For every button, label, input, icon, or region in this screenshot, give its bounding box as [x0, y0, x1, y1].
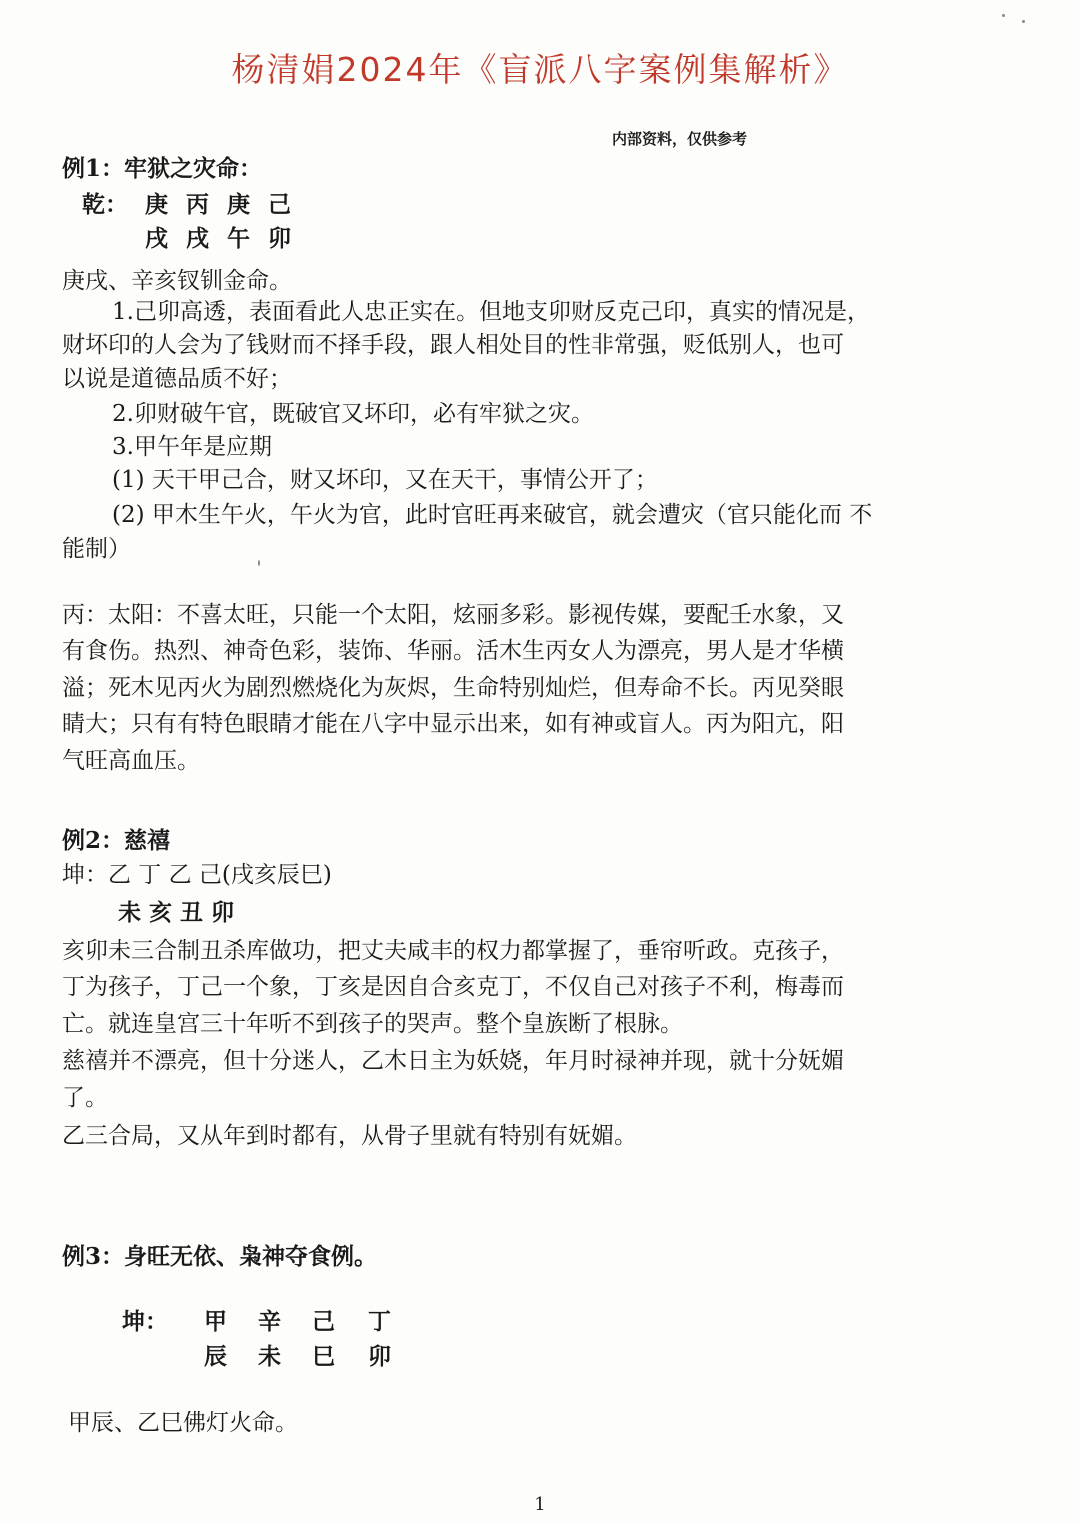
example1-point2: 2.卯财破午官，既破官又坏印，必有牢狱之灾。: [112, 401, 594, 427]
example1-branch-hour: 卯: [268, 225, 291, 252]
bing-line2: 有食伤。热烈、神奇色彩，装饰、华丽。活木生丙女人为漂亮，男人是才华横: [62, 638, 844, 664]
example3-stem-year: 甲: [204, 1308, 227, 1335]
example3-branch-day: 巳: [312, 1343, 335, 1370]
bing-line1: 丙：太阳：不喜太旺，只能一个太阳，炫丽多彩。影视传媒，要配壬水象，又: [62, 602, 844, 628]
example3-branch-month: 未: [258, 1343, 281, 1370]
bing-line3: 溢；死木见丙火为剧烈燃烧化为灰烬，生命特别灿烂，但寿命不长。丙见癸眼: [62, 675, 844, 701]
internal-note: 内部资料，仅供参考: [612, 130, 748, 148]
example2-chart-stems: 坤：乙 丁 乙 己(戌亥辰巳): [62, 862, 332, 888]
example1-branch-year: 戌: [145, 225, 168, 252]
example1-stem-year: 庚: [145, 191, 168, 218]
example1-intro: 庚戌、辛亥钗钏金命。: [62, 268, 292, 294]
example2-line2: 丁为孩子，丁己一个象，丁亥是因自合亥克丁，不仅自己对孩子不利，梅毒而: [62, 974, 844, 1000]
example1-gender: 乾：: [82, 191, 128, 218]
example3-stem-day: 己: [312, 1308, 335, 1335]
example3-branch-hour: 卯: [368, 1343, 391, 1370]
example2-line4: 慈禧并不漂亮，但十分迷人，乙木日主为妖娆，年月时禄神并现，就十分妩媚: [62, 1048, 844, 1074]
page-number: 1: [534, 1494, 546, 1515]
example1-stem-hour: 己: [268, 191, 291, 218]
example3-heading: 例3：身旺无依、枭神夺食例。: [62, 1243, 378, 1270]
example1-sub2-line2: 能制）: [62, 536, 131, 562]
example1-sub2-line1: (2) 甲木生午火，午火为官，此时官旺再来破官，就会遭灾（官只能化而 不: [112, 502, 873, 528]
scan-speck: [1022, 20, 1025, 23]
example2-line5: 了。: [62, 1085, 108, 1111]
example1-point1-line1: 1.己卯高透，表面看此人忠正实在。但地支卯财反克己印，真实的情况是，: [112, 299, 870, 325]
example1-branch-day: 午: [227, 225, 250, 252]
scan-speck: [1002, 14, 1005, 17]
example3-branch-year: 辰: [204, 1343, 227, 1370]
example2-line3: 亡。就连皇宫三十年听不到孩子的哭声。整个皇族断了根脉。: [62, 1011, 683, 1037]
example2-line1: 亥卯未三合制丑杀库做功，把丈夫咸丰的权力都掌握了，垂帘听政。克孩子，: [62, 938, 844, 964]
example1-heading: 例1：牢狱之灾命：: [62, 155, 263, 182]
example3-stem-month: 辛: [258, 1308, 281, 1335]
example1-branch-month: 戌: [186, 225, 209, 252]
example3-stem-hour: 丁: [368, 1308, 391, 1335]
example2-heading: 例2：慈禧: [62, 827, 171, 854]
example1-stem-day: 庚: [227, 191, 250, 218]
example1-point1-line3: 以说是道德品质不好；: [62, 366, 292, 392]
example1-stem-month: 丙: [186, 191, 209, 218]
example2-line6: 乙三合局，又从年到时都有，从骨子里就有特别有妩媚。: [62, 1123, 637, 1149]
scan-speck: [258, 560, 260, 566]
example1-point1-line2: 财坏印的人会为了钱财而不择手段，跟人相处目的性非常强，贬低别人，也可: [62, 332, 844, 358]
example3-gender: 坤：: [122, 1308, 168, 1335]
example1-sub1: (1) 天干甲己合，财又坏印，又在天干，事情公开了；: [112, 467, 658, 493]
example3-intro: 甲辰、乙巳佛灯火命。: [68, 1410, 298, 1436]
bing-line5: 气旺高血压。: [62, 748, 200, 774]
document-title: 杨清娟2024年《盲派八字案例集解析》: [231, 50, 849, 89]
bing-line4: 睛大；只有有特色眼睛才能在八字中显示出来，如有神或盲人。丙为阳亢，阳: [62, 711, 844, 737]
example2-chart-branches: 未 亥 丑 卯: [118, 899, 235, 926]
example1-point3: 3.甲午年是应期: [112, 434, 272, 460]
